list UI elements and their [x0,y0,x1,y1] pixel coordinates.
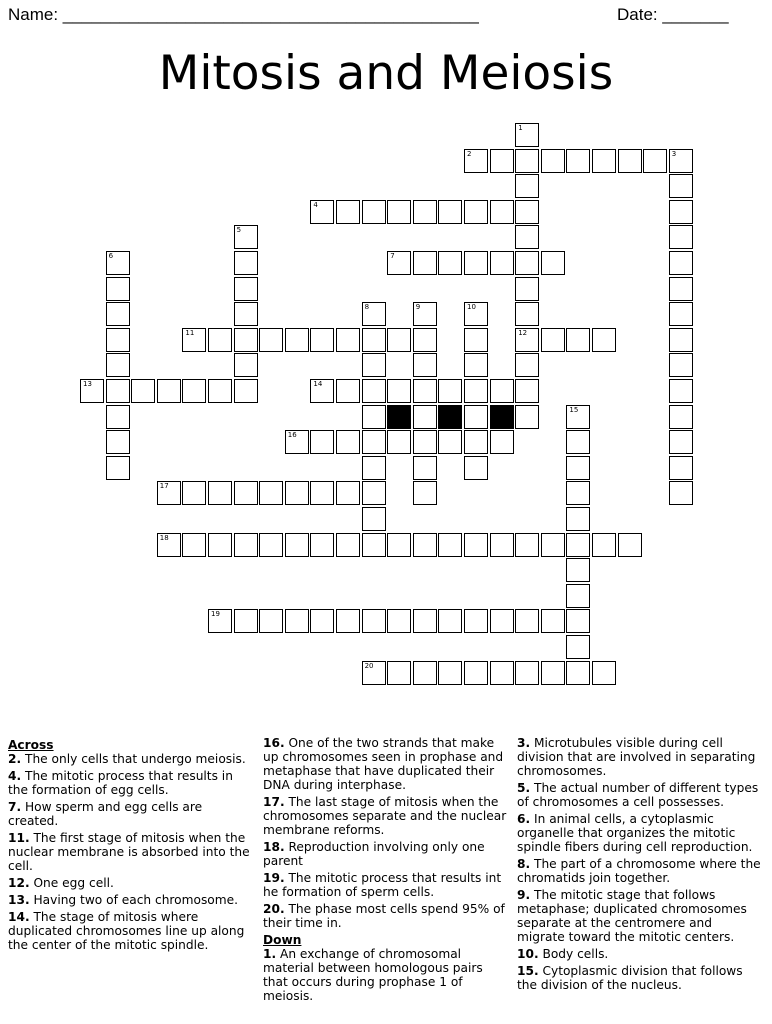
crossword-cell[interactable] [464,533,488,557]
crossword-cell[interactable] [541,251,565,275]
crossword-cell[interactable] [669,251,693,275]
crossword-cell[interactable] [490,251,514,275]
clue-number: 18 [159,533,169,542]
crossword-cell[interactable] [669,379,693,403]
clues-column-2 [263,736,508,1006]
crossword-cell[interactable] [234,379,258,403]
crossword-cell[interactable] [234,225,258,249]
crossword-cell[interactable] [157,379,181,403]
crossword-cell[interactable] [387,328,411,352]
crossword-cell[interactable] [566,430,590,454]
crossword-cell[interactable] [387,533,411,557]
crossword-cell[interactable] [618,149,642,173]
crossword-cell[interactable] [182,379,206,403]
clue-across-7: 7. How sperm and egg cells are created. [8,800,203,828]
crossword-cell[interactable] [182,328,206,352]
clue-across-11: 11. The first stage of mitosis when the nuclear membrane is absorbed into the cell. [8,831,250,873]
crossword-cell[interactable] [464,149,488,173]
clue-down-15: 15. Cytoplasmic division that follows the division of the nucleus. [517,964,743,992]
crossword-cell[interactable] [515,661,539,685]
crossword-cell[interactable] [259,328,283,352]
crossword-cell[interactable] [413,379,437,403]
crossword-cell[interactable] [669,328,693,352]
crossword-cell[interactable] [413,430,437,454]
crossword-cell[interactable] [438,661,462,685]
clue-across-14: 14. The stage of mitosis where duplicated chromosomes line up along the center of the mitotic spindle. [8,910,245,952]
crossword-cell[interactable] [515,353,539,377]
crossword-cell[interactable] [490,609,514,633]
clue-down-6: 6. In animal cells, a cytoplasmic organelle that organizes the mitotic spindle fibers during cell reproduction. [517,812,753,854]
crossword-block [387,405,411,429]
crossword-cell[interactable] [387,379,411,403]
crossword-cell[interactable] [643,149,667,173]
clue-number: 15 [569,405,579,414]
crossword-cell[interactable] [208,481,232,505]
crossword-cell[interactable] [234,353,258,377]
crossword-cell[interactable] [208,609,232,633]
crossword-cell[interactable] [464,200,488,224]
crossword-cell[interactable] [566,635,590,659]
crossword-cell[interactable] [438,430,462,454]
clues-column-1 [8,736,253,955]
crossword-cell[interactable] [362,456,386,480]
name-field-label: Name: ____________________________________________ [8,5,479,24]
crossword-cell[interactable] [106,430,130,454]
crossword-cell[interactable] [515,533,539,557]
crossword-cell[interactable] [515,225,539,249]
crossword-cell[interactable] [464,379,488,403]
crossword-cell[interactable] [515,379,539,403]
crossword-cell[interactable] [208,328,232,352]
crossword-cell[interactable] [336,379,360,403]
clue-across-2: 2. The only cells that undergo meiosis. [8,752,246,766]
crossword-cell[interactable] [541,609,565,633]
clue-number: 1 [518,124,523,132]
crossword-cell[interactable] [438,609,462,633]
crossword-cell[interactable] [234,328,258,352]
crossword-cell[interactable] [362,533,386,557]
clue-number: 7 [390,252,395,260]
clue-number: 20 [364,661,374,670]
crossword-cell[interactable] [515,302,539,326]
crossword-cell[interactable] [259,533,283,557]
crossword-cell[interactable] [387,251,411,275]
crossword-cell[interactable] [515,277,539,301]
crossword-cell[interactable] [362,609,386,633]
crossword-cell[interactable] [515,609,539,633]
crossword-cell[interactable] [413,533,437,557]
crossword-cell[interactable] [310,430,334,454]
crossword-cell[interactable] [566,405,590,429]
crossword-cell[interactable] [106,379,130,403]
clues-column-3 [517,736,762,995]
crossword-cell[interactable] [362,661,386,685]
crossword-cell[interactable] [362,379,386,403]
crossword-cell[interactable] [413,200,437,224]
crossword-cell[interactable] [413,456,437,480]
crossword-cell[interactable] [618,533,642,557]
clue-number: 9 [415,303,421,312]
crossword-cell[interactable] [285,609,309,633]
crossword-cell[interactable] [438,200,462,224]
crossword-cell[interactable] [669,353,693,377]
crossword-cell[interactable] [464,661,488,685]
crossword-cell[interactable] [464,405,488,429]
clue-across-4: 4. The mitotic process that results in the formation of egg cells. [8,769,233,797]
crossword-cell[interactable] [464,353,488,377]
crossword-cell[interactable] [438,379,462,403]
crossword-cell[interactable] [464,609,488,633]
crossword-cell[interactable] [157,533,181,557]
crossword-cell[interactable] [541,328,565,352]
crossword-cell[interactable] [566,584,590,608]
crossword-cell[interactable] [413,481,437,505]
crossword-cell[interactable] [234,302,258,326]
crossword-cell[interactable] [208,379,232,403]
crossword-cell[interactable] [106,277,130,301]
crossword-cell[interactable] [336,481,360,505]
crossword-cell[interactable] [566,507,590,531]
crossword-cell[interactable] [669,302,693,326]
clue-number: 6 [108,252,114,260]
crossword-cell[interactable] [157,481,181,505]
crossword-cell[interactable] [438,251,462,275]
crossword-cell[interactable] [336,533,360,557]
crossword-cell[interactable] [592,328,616,352]
clue-number: 19 [211,610,220,619]
crossword-cell[interactable] [234,481,258,505]
crossword-cell[interactable] [362,353,386,377]
clue-across-12: 12. One egg cell. [8,876,114,890]
clue-across-20: 20. The phase most cells spend 95% of their time in. [263,902,505,930]
crossword-cell[interactable] [234,251,258,275]
crossword-cell[interactable] [515,174,539,198]
clue-across-16: 16. One of the two strands that make up chromosomes seen in prophase and metaphase that have duplicated their DNA during interphase. [263,736,504,792]
crossword-cell[interactable] [464,456,488,480]
crossword-cell[interactable] [387,430,411,454]
crossword-cell[interactable] [182,533,206,557]
clue-number: 12 [518,328,528,337]
crossword-cell[interactable] [106,456,130,480]
crossword-cell[interactable] [669,456,693,480]
crossword-cell[interactable] [234,277,258,301]
clue-number: 5 [236,226,242,235]
crossword-cell[interactable] [285,533,309,557]
crossword-cell[interactable] [490,533,514,557]
crossword-cell[interactable] [566,558,590,582]
crossword-cell[interactable] [438,533,462,557]
clue-down-1: 1. An exchange of chromosomal material between homologous pairs that occurs during prophase 1 of meiosis. [263,947,483,1003]
clue-number: 13 [83,380,92,388]
crossword-cell[interactable] [310,533,334,557]
crossword-cell[interactable] [515,251,539,275]
crossword-cell[interactable] [669,430,693,454]
crossword-cell[interactable] [490,200,514,224]
crossword-cell[interactable] [490,661,514,685]
crossword-cell[interactable] [490,379,514,403]
crossword-cell[interactable] [541,533,565,557]
crossword-cell[interactable] [669,200,693,224]
crossword-cell[interactable] [413,405,437,429]
crossword-cell[interactable] [413,302,437,326]
crossword-cell[interactable] [285,328,309,352]
crossword-cell[interactable] [566,533,590,557]
crossword-cell[interactable] [515,328,539,352]
crossword-cell[interactable] [310,379,334,403]
crossword-cell[interactable] [592,533,616,557]
crossword-block [490,405,514,429]
clue-across-17: 17. The last stage of mitosis when the chromosomes separate and the nuclear membrane reforms. [263,795,507,837]
crossword-cell[interactable] [413,609,437,633]
crossword-cell[interactable] [259,609,283,633]
crossword-cell[interactable] [208,533,232,557]
clue-number: 2 [467,149,472,158]
crossword-cell[interactable] [310,481,334,505]
clue-number: 11 [185,328,195,337]
crossword-cell[interactable] [362,507,386,531]
crossword-cell[interactable] [464,302,488,326]
crossword-cell[interactable] [182,481,206,505]
clue-across-19: 19. The mitotic process that results int he formation of sperm cells. [263,871,502,899]
crossword-cell[interactable] [106,302,130,326]
clue-down-8: 8. The part of a chromosome where the chromatids join together. [517,857,761,885]
crossword-cell[interactable] [106,405,130,429]
crossword-cell[interactable] [464,328,488,352]
crossword-cell[interactable] [413,328,437,352]
crossword-cell[interactable] [669,277,693,301]
crossword-cell[interactable] [362,328,386,352]
crossword-cell[interactable] [336,430,360,454]
crossword-cell[interactable] [566,661,590,685]
crossword-cell[interactable] [464,430,488,454]
crossword-cell[interactable] [234,609,258,633]
date-field-label: Date: _______ [617,5,729,24]
crossword-cell[interactable] [310,328,334,352]
crossword-cell[interactable] [310,609,334,633]
crossword-cell[interactable] [515,123,539,147]
clue-number: 16 [287,431,297,440]
crossword-cell[interactable] [285,481,309,505]
crossword-cell[interactable] [515,405,539,429]
crossword-cell[interactable] [362,481,386,505]
clue-number: 4 [313,200,318,209]
crossword-cell[interactable] [234,533,258,557]
crossword-cell[interactable] [669,149,693,173]
crossword-cell[interactable] [566,609,590,633]
crossword-cell[interactable] [285,430,309,454]
crossword-cell[interactable] [80,379,104,403]
clue-number: 17 [159,482,169,491]
crossword-cell[interactable] [490,149,514,173]
crossword-cell[interactable] [490,430,514,454]
crossword-cell[interactable] [362,430,386,454]
crossword-cell[interactable] [106,328,130,352]
crossword-cell[interactable] [310,200,334,224]
crossword-cell[interactable] [387,609,411,633]
crossword-cell[interactable] [566,149,590,173]
crossword-cell[interactable] [669,174,693,198]
crossword-cell[interactable] [592,149,616,173]
clue-number: 3 [671,149,677,158]
crossword-cell[interactable] [413,353,437,377]
crossword-cell[interactable] [592,661,616,685]
crossword-cell[interactable] [669,481,693,505]
clue-down-10: 10. Body cells. [517,947,609,961]
crossword-cell[interactable] [362,302,386,326]
crossword-cell[interactable] [106,353,130,377]
clue-number: 10 [467,303,476,312]
crossword-cell[interactable] [541,661,565,685]
crossword-cell[interactable] [413,661,437,685]
crossword-cell[interactable] [566,481,590,505]
crossword-cell[interactable] [336,609,360,633]
crossword-cell[interactable] [336,328,360,352]
crossword-cell[interactable] [669,405,693,429]
crossword-cell[interactable] [669,225,693,249]
crossword-block [438,405,462,429]
crossword-cell[interactable] [259,481,283,505]
crossword-cell[interactable] [106,251,130,275]
crossword-cell[interactable] [387,200,411,224]
crossword-cell[interactable] [336,200,360,224]
clue-number: 14 [313,380,323,388]
crossword-cell[interactable] [362,405,386,429]
crossword-cell[interactable] [541,149,565,173]
crossword-cell[interactable] [515,200,539,224]
crossword-cell[interactable] [131,379,155,403]
crossword-cell[interactable] [464,251,488,275]
clue-number: 8 [364,303,370,312]
crossword-cell[interactable] [387,661,411,685]
crossword-cell[interactable] [566,328,590,352]
page-title: Mitosis and Meiosis [158,46,614,101]
clue-down-3: 3. Microtubules visible during cell division that are involved in separating chromosomes. [517,736,756,778]
crossword-cell[interactable] [362,200,386,224]
clue-across-13: 13. Having two of each chromosome. [8,893,239,907]
crossword-cell[interactable] [413,251,437,275]
clue-across-18: 18. Reproduction involving only one parent [263,840,485,868]
crossword-cell[interactable] [566,456,590,480]
clue-down-9: 9. The mitotic stage that follows metaphase; duplicated chromosomes separate at the centromere and migrate toward the mitotic centers. [517,888,747,944]
crossword-cell[interactable] [515,149,539,173]
down-heading: Down [263,933,302,947]
across-heading: Across [8,738,54,752]
clue-down-5: 5. The actual number of different types of chromosomes a cell possesses. [517,781,759,809]
